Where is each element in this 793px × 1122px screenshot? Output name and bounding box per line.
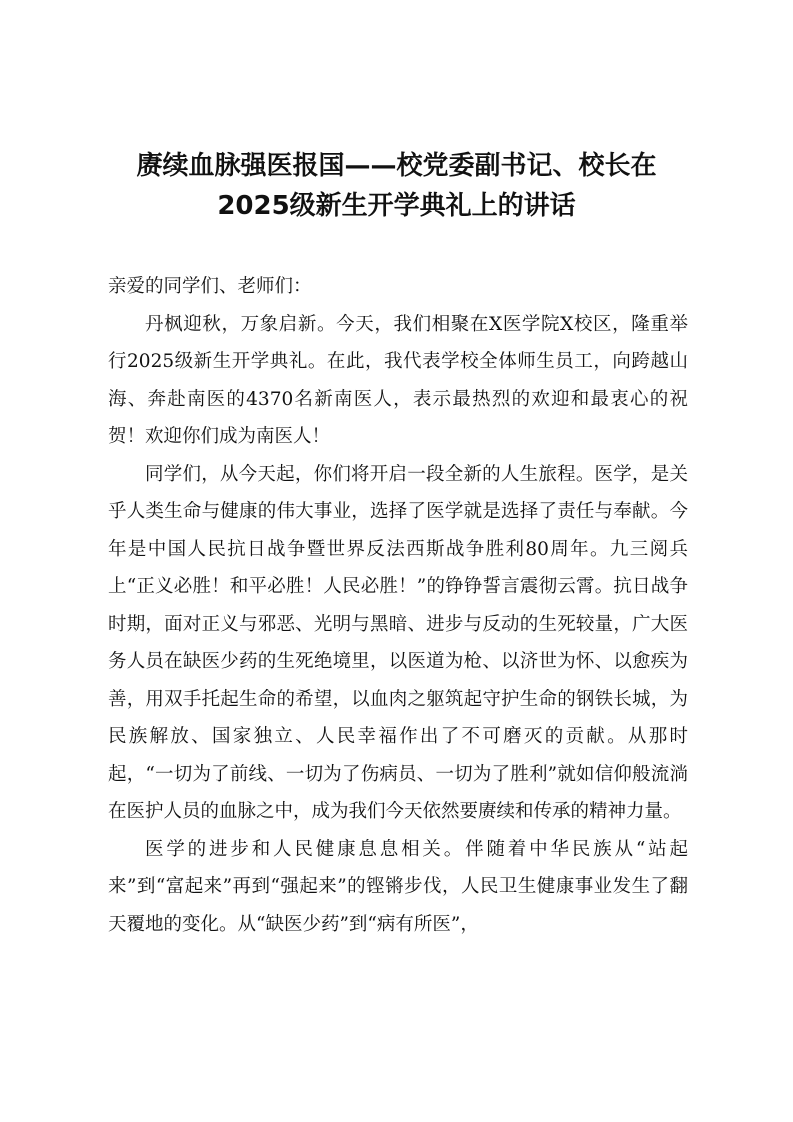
document-title <box>80 146 713 226</box>
paragraph-3: 医学的进步和人民健康息息相关。伴随着中华民族从“站起来”到“富起来”再到“强起来”的铿锵步伐，人民卫生健康事业发生了翻天覆地的变化。从“缺医少药”到“病有所医”， <box>108 838 688 935</box>
title-line-1: 赓续血脉强医报国——校党委副书记、校长在 <box>136 151 657 181</box>
salutation: 亲爱的同学们、老师们： <box>108 276 312 297</box>
paragraph-1: 丹枫迎秋，万象启新。今天，我们相聚在X医学院X校区，隆重举行2025级新生开学典礼。在此，我代表学校全体师生员工，向跨越山海、奔赴南医的4370名新南医人，表示最热烈的欢迎和最衷心的祝贺！欢迎你们成为南医人！ <box>108 313 688 447</box>
document-body <box>108 268 688 943</box>
paragraph-2: 同学们，从今天起，你们将开启一段全新的人生旅程。医学，是关乎人类生命与健康的伟大事业，选择了医学就是选择了责任与奉献。今年是中国人民抗日战争暨世界反法西斯战争胜利80周年。九三阅兵上“正义必胜！和平必胜！人民必胜！”的铮铮誓言震彻云霄。抗日战争时期，面对正义与邪恶、光明与黑暗、进步与反动的生死较量，广大医务人员在缺医少药的生死绝境里，以医道为枪、以济世为怀、以愈疾为善，用双手托起生命的希望，以血肉之躯筑起守护生命的钢铁长城，为民族解放、国家独立、人民幸福作出了不可磨灭的贡献。从那时起，“一切为了前线、一切为了伤病员、一切为了胜利”就如信仰般流淌在医护人员的血脉之中，成为我们今天依然要赓续和传承的精神力量。 <box>108 463 688 822</box>
title-line-2: 2025级新生开学典礼上的讲话 <box>217 191 576 221</box>
